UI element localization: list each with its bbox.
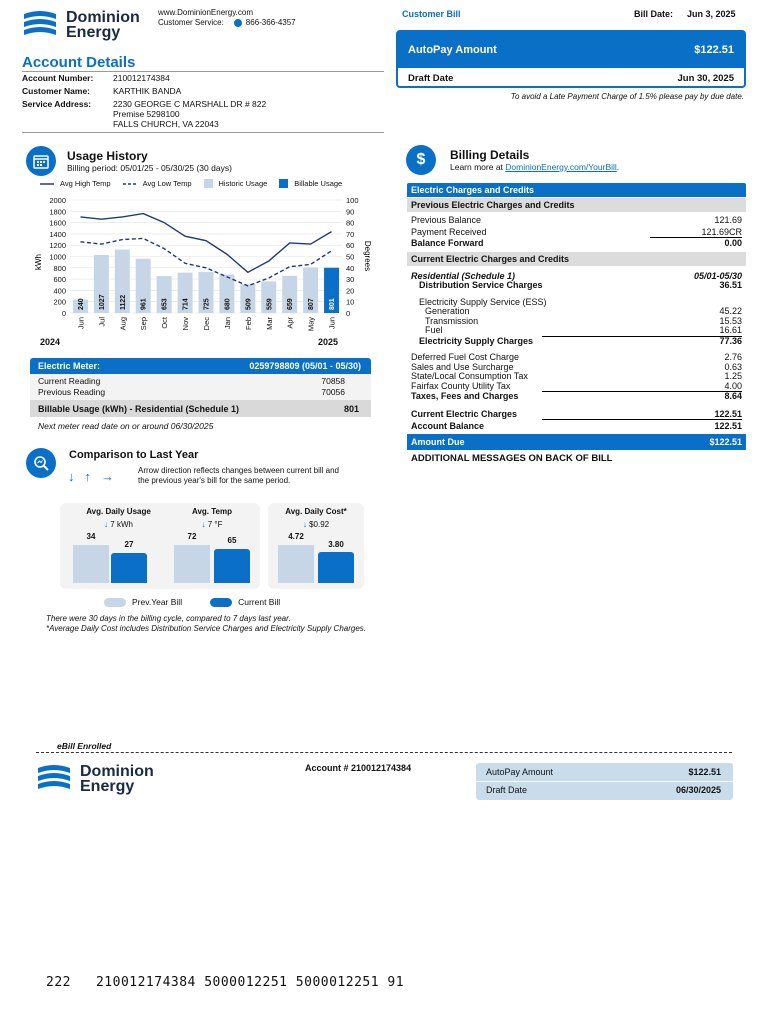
service-address-line3: FALLS CHURCH, VA 22043 xyxy=(113,119,219,129)
county-tax: 4.00 xyxy=(542,382,742,393)
billing-period: Billing period: 05/01/25 - 05/30/25 (30 days) xyxy=(67,163,232,173)
bar-cur xyxy=(111,553,147,583)
legend-current: Current Bill xyxy=(238,597,281,607)
account-details-title: Account Details xyxy=(22,54,136,71)
legend-billable: Billable Usage xyxy=(294,179,343,188)
x-tick-label: Nov xyxy=(181,317,191,331)
transmission: 15.53 xyxy=(719,315,742,326)
y-left-tick: 400 xyxy=(53,286,66,296)
account-balance: 122.51 xyxy=(714,421,742,431)
state-tax-label: State/Local Consumption Tax xyxy=(411,371,528,381)
arrow-down-icon: ↓ xyxy=(104,520,109,529)
arrow-legend xyxy=(68,469,114,484)
footnote-cost: *Average Daily Cost includes Distribution Service Charges and Electricity Supply Charges. xyxy=(46,623,366,633)
autopay-amount: $122.51 xyxy=(694,44,734,56)
bill-date: Jun 3, 2025 xyxy=(687,9,736,19)
y-right-tick: 10 xyxy=(346,297,355,307)
arrow-down-icon: ↓ xyxy=(68,469,75,484)
card-delta: $0.92 xyxy=(309,520,330,529)
bar-label-cur: 27 xyxy=(124,540,134,549)
arrow-down-icon: ↓ xyxy=(302,520,307,529)
current-charges: 122.51 xyxy=(542,410,742,421)
x-tick-label: Oct xyxy=(160,317,170,329)
draft-date: Jun 30, 2025 xyxy=(677,72,734,84)
payment: 121.69CR xyxy=(650,228,742,239)
comparison-legend xyxy=(104,597,280,607)
generation-label: Generation xyxy=(425,306,470,316)
service-address-line2: Premise 5298100 xyxy=(113,109,180,119)
customer-name: KARTHIK BANDA xyxy=(113,86,182,96)
x-tick-label: Apr xyxy=(285,317,295,329)
brand-name-line1: Dominion xyxy=(80,763,154,780)
service-address-line1: 2230 GEORGE C MARSHALL DR # 822 xyxy=(113,99,267,109)
learn-more-prefix: Learn more at xyxy=(450,162,506,172)
billable-usage: 801 xyxy=(343,403,359,414)
sales-use-label: Sales and Use Surcharge xyxy=(411,361,514,372)
bar-label-prev: 34 xyxy=(86,532,96,541)
bar-label-prev: 4.72 xyxy=(288,532,304,541)
residential-label: Residential (Schedule 1) xyxy=(411,270,516,281)
bar-value-label: 659 xyxy=(287,298,295,310)
legend-historic: Historic Usage xyxy=(218,179,268,188)
legend-prev-year: Prev.Year Bill xyxy=(132,597,183,607)
x-tick-label: May xyxy=(306,317,316,332)
bar-value-label: 961 xyxy=(140,298,148,310)
prev-balance: 121.69 xyxy=(714,215,742,225)
electric-charges-header: Electric Charges and Credits xyxy=(407,183,746,197)
bar-value-label: 1027 xyxy=(98,294,106,310)
balance-forward: 0.00 xyxy=(724,238,742,248)
y-left-label: kWh xyxy=(34,254,43,270)
learn-more-link[interactable]: DominionEnergy.com/YourBill xyxy=(505,162,617,172)
y-left-tick: 1400 xyxy=(49,229,66,239)
prev-balance-label: Previous Balance xyxy=(411,215,482,225)
bar-cur xyxy=(214,549,250,583)
bar-value-label: 653 xyxy=(161,298,169,310)
brand-logo xyxy=(22,8,140,42)
bar-value-label: 559 xyxy=(266,298,274,310)
card-avg-daily-usage xyxy=(60,503,177,589)
bar-value-label: 509 xyxy=(245,298,253,310)
y-right-tick: 90 xyxy=(346,207,355,217)
y-right-tick: 80 xyxy=(346,218,355,228)
brand-name-line2: Energy xyxy=(80,778,135,795)
brand-name-line1: Dominion xyxy=(66,9,140,26)
county-tax-label: Fairfax County Utility Tax xyxy=(411,380,511,391)
y-right-tick: 0 xyxy=(346,309,351,318)
taxes: 8.64 xyxy=(724,391,742,401)
y-right-label: Degrees xyxy=(363,240,372,272)
y-left-tick: 200 xyxy=(53,297,66,307)
current-reading-label: Current Reading xyxy=(38,376,101,386)
comparison-cards xyxy=(60,503,370,589)
stub-autopay-label: AutoPay Amount xyxy=(486,767,554,777)
year-right: 2025 xyxy=(318,337,339,347)
ess-label: Electricity Supply Service (ESS) xyxy=(419,296,547,307)
previous-charges-header: Previous Electric Charges and Credits xyxy=(407,198,746,212)
generation: 45.22 xyxy=(719,306,742,316)
late-payment-note: To avoid a Late Payment Charge of 1.5% please pay by due date. xyxy=(510,92,744,101)
stub-logo xyxy=(36,762,154,796)
x-tick-label: Aug xyxy=(118,317,128,331)
service-address-label: Service Address: xyxy=(22,99,92,109)
supply-label: Electricity Supply Charges xyxy=(419,335,534,346)
x-tick-label: Jul xyxy=(97,317,107,327)
stub-autopay: $122.51 xyxy=(688,767,721,777)
bar-prev xyxy=(278,545,314,583)
bar-value-label: 714 xyxy=(182,298,190,310)
phone-icon xyxy=(234,19,242,27)
billing-details-title: Billing Details xyxy=(450,148,530,162)
bar-value-label: 240 xyxy=(77,298,85,310)
card-delta: 7 kWh xyxy=(110,520,133,529)
calendar-icon xyxy=(26,146,56,176)
y-left-tick: 1600 xyxy=(49,218,66,228)
footnote-days: There were 30 days in the billing cycle, compared to 7 days last year. xyxy=(46,614,291,623)
y-left-tick: 600 xyxy=(53,275,66,285)
current-reading: 70858 xyxy=(321,376,345,386)
stub-draft-label: Draft Date xyxy=(486,785,528,795)
comparison-title: Comparison to Last Year xyxy=(69,449,199,461)
draft-date-label: Draft Date xyxy=(408,72,454,84)
amount-due: $122.51 xyxy=(709,436,742,447)
x-tick-label: Mar xyxy=(264,317,274,330)
dollar-icon: $ xyxy=(406,145,436,175)
y-right-tick: 70 xyxy=(346,229,355,239)
y-left-tick: 1800 xyxy=(49,207,66,217)
ebill-enrolled: eBill Enrolled xyxy=(57,741,112,751)
stub-account-number: Account # 210012174384 xyxy=(305,763,412,773)
usage-history-chart xyxy=(22,190,382,350)
deferred-fuel: 2.76 xyxy=(724,352,742,362)
current-charges-label: Current Electric Charges xyxy=(411,408,518,419)
bar-value-label: 801 xyxy=(329,298,337,310)
customer-service-phone[interactable]: 866-366-4357 xyxy=(245,18,296,27)
x-tick-label: Dec xyxy=(202,317,211,331)
deferred-fuel-label: Deferred Fuel Cost Charge xyxy=(411,352,520,362)
meter-id: 0259798809 (05/01 - 05/30) xyxy=(249,361,361,371)
card-delta: 7 °F xyxy=(207,520,223,529)
bar-value-label: 725 xyxy=(203,298,211,310)
arrow-right-icon: → xyxy=(101,469,114,484)
bar-label-cur: 3.80 xyxy=(328,540,344,549)
bar-label-cur: 65 xyxy=(227,536,237,545)
bill-date-label: Bill Date: xyxy=(634,9,674,19)
magnifier-chart-icon xyxy=(26,448,56,478)
meter-box xyxy=(30,358,371,417)
fuel-label: Fuel xyxy=(425,325,443,335)
learn-more-suffix: . xyxy=(616,162,620,172)
website-link[interactable]: www.DominionEnergy.com xyxy=(158,8,253,17)
state-tax: 1.25 xyxy=(724,371,742,381)
fuel: 16.61 xyxy=(542,326,742,337)
x-tick-label: Jan xyxy=(222,317,232,330)
arrow-down-icon: ↓ xyxy=(201,520,206,529)
account-balance-label: Account Balance xyxy=(411,421,485,431)
stub-payment-box xyxy=(476,763,733,800)
supply-charges: 77.36 xyxy=(719,335,742,346)
legend-avg-high: Avg High Temp xyxy=(60,179,111,188)
y-left-tick: 0 xyxy=(61,309,66,318)
x-tick-label: Jun xyxy=(327,317,337,330)
account-number: 210012174384 xyxy=(113,73,170,83)
card-title: Avg. Daily Usage xyxy=(86,507,151,516)
y-left-tick: 2000 xyxy=(49,196,66,205)
taxes-label: Taxes, Fees and Charges xyxy=(411,391,519,401)
amount-due-bar xyxy=(407,434,746,450)
arrow-up-icon: ↑ xyxy=(84,469,91,484)
sales-use: 0.63 xyxy=(724,361,742,372)
y-right-tick: 40 xyxy=(346,263,355,273)
transmission-label: Transmission xyxy=(425,315,479,326)
card-title: Avg. Daily Cost* xyxy=(285,507,347,516)
y-right-tick: 100 xyxy=(346,196,359,205)
y-left-tick: 1000 xyxy=(49,252,66,262)
payment-label: Payment Received xyxy=(411,226,487,237)
bar-value-label: 1122 xyxy=(119,294,127,310)
billable-usage-label: Billable Usage (kWh) - Residential (Schedule 1) xyxy=(38,403,240,414)
customer-bill-title: Customer Bill xyxy=(402,9,461,19)
x-tick-label: Jun xyxy=(76,317,86,330)
billing-table xyxy=(407,183,746,464)
legend-avg-low: Avg Low Temp xyxy=(142,179,192,188)
additional-messages: ADDITIONAL MESSAGES ON BACK OF BILL xyxy=(411,452,613,464)
customer-service-label: Customer Service: xyxy=(158,18,224,27)
y-right-tick: 20 xyxy=(346,286,355,296)
current-charges-header: Current Electric Charges and Credits xyxy=(407,252,746,266)
autopay-label: AutoPay Amount xyxy=(408,44,497,56)
brand-name-line2: Energy xyxy=(66,24,121,41)
bar-cur xyxy=(318,552,354,583)
autopay-box xyxy=(396,30,746,88)
bar-value-label: 680 xyxy=(224,298,232,310)
card-avg-daily-cost xyxy=(268,503,364,589)
previous-reading: 70056 xyxy=(321,387,345,397)
dominion-logo-mark-icon xyxy=(36,762,72,796)
amount-due-label: Amount Due xyxy=(411,436,465,447)
bar-label-prev: 72 xyxy=(187,532,197,541)
distribution-label: Distribution Service Charges xyxy=(419,280,543,290)
card-title: Avg. Temp xyxy=(191,507,232,516)
comparison-note: Arrow direction reflects changes between current bill and the previous year's bill for the same period. xyxy=(138,466,339,485)
account-number-label: Account Number: xyxy=(22,73,94,83)
bar-prev xyxy=(73,545,109,583)
tear-line xyxy=(36,752,732,753)
x-tick-label: Sep xyxy=(139,317,149,331)
residential-period: 05/01-05/30 xyxy=(693,270,742,281)
previous-reading-label: Previous Reading xyxy=(38,387,106,397)
next-read-note: Next meter read date on or around 06/30/2025 xyxy=(38,421,214,431)
y-right-tick: 60 xyxy=(346,241,355,251)
y-right-tick: 50 xyxy=(346,252,355,262)
bar-prev xyxy=(174,545,210,583)
y-left-tick: 1200 xyxy=(49,241,66,251)
usage-history-title: Usage History xyxy=(67,149,148,163)
y-left-tick: 800 xyxy=(53,263,66,273)
year-left: 2024 xyxy=(40,337,61,347)
customer-name-label: Customer Name: xyxy=(22,86,91,96)
dominion-logo-mark-icon xyxy=(22,8,58,42)
bar-value-label: 807 xyxy=(308,298,316,310)
stub-draft: 06/30/2025 xyxy=(675,785,721,795)
usage-legend xyxy=(40,179,342,188)
distribution-charge: 36.51 xyxy=(719,280,742,290)
y-right-tick: 30 xyxy=(346,275,355,285)
micr-line: 222 210012174384 5000012251 5000012251 91 xyxy=(46,975,405,990)
x-tick-label: Feb xyxy=(243,317,253,330)
meter-label: Electric Meter: xyxy=(38,361,101,371)
card-avg-temp xyxy=(164,503,260,589)
balance-forward-label: Balance Forward xyxy=(411,238,484,248)
